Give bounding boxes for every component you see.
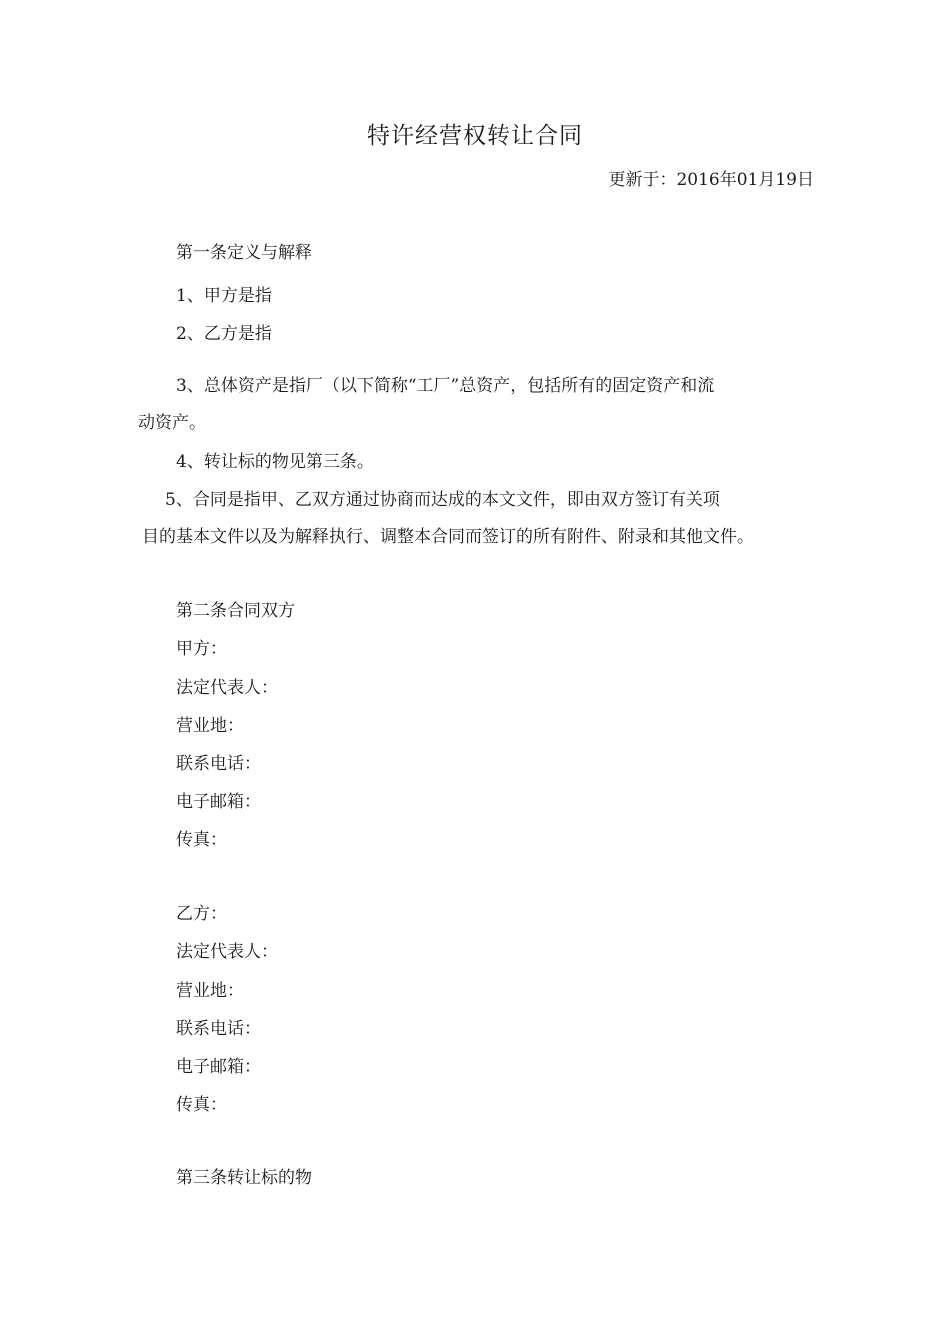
party-b-address: 营业地： xyxy=(176,981,244,1001)
party-a-address: 营业地： xyxy=(176,716,244,736)
party-a-email: 电子邮箱： xyxy=(176,792,261,812)
article1-item2: 2、乙方是指 xyxy=(176,324,272,344)
party-b-label: 乙方： xyxy=(176,904,227,924)
update-date: 更新于：2016年01月19日 xyxy=(608,170,814,190)
party-b-fax: 传真： xyxy=(176,1095,227,1115)
party-a-legal-rep: 法定代表人： xyxy=(176,678,278,698)
article1-item4: 4、转让标的物见第三条。 xyxy=(176,452,374,472)
article1-item1: 1、甲方是指 xyxy=(176,286,272,306)
party-a-fax: 传真： xyxy=(176,830,227,850)
article2-heading: 第二条合同双方 xyxy=(176,601,295,621)
document-title: 特许经营权转让合同 xyxy=(367,123,583,149)
party-a-label: 甲方： xyxy=(176,639,227,659)
party-b-email: 电子邮箱： xyxy=(176,1057,261,1077)
article1-item3-line2: 动资产。 xyxy=(138,413,206,433)
party-b-legal-rep: 法定代表人： xyxy=(176,942,278,962)
party-a-phone: 联系电话： xyxy=(176,754,261,774)
article1-item5-line1: 5、合同是指甲、乙双方通过协商而达成的本文文件，即由双方签订有关项 xyxy=(165,490,720,510)
party-b-phone: 联系电话： xyxy=(176,1019,261,1039)
article1-item3-line1: 3、总体资产是指厂（以下简称“工厂”总资产，包括所有的固定资产和流 xyxy=(176,376,715,396)
article3-heading: 第三条转让标的物 xyxy=(176,1168,312,1188)
article1-heading: 第一条定义与解释 xyxy=(176,243,312,263)
article1-item5-line2: 目的基本文件以及为解释执行、调整本合同而签订的所有附件、附录和其他文件。 xyxy=(142,527,754,547)
